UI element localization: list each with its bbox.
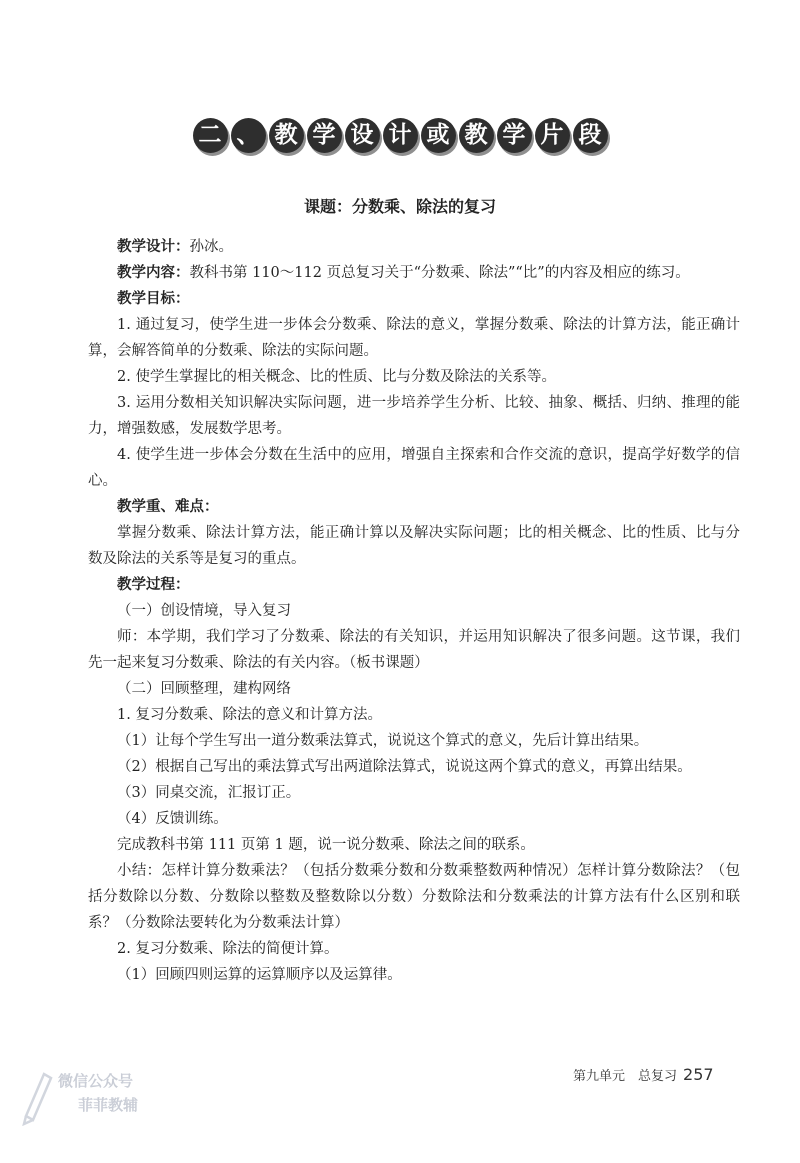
key-points-text: 掌握分数乘、除法计算方法，能正确计算以及解决实际问题；比的相关概念、比的性质、比与分数及除法的关系等是复习的重点。 bbox=[88, 525, 740, 567]
banner-char: 教 bbox=[269, 118, 304, 153]
watermark-pen-icon bbox=[20, 1066, 54, 1126]
process-line: （1）让每个学生写出一道分数乘法算式，说说这个算式的意义，先后计算出结果。 bbox=[117, 733, 649, 749]
content-label: 教学内容： bbox=[117, 265, 190, 281]
banner-char: 计 bbox=[383, 118, 418, 153]
content-line bbox=[88, 260, 740, 286]
process-heading: 教学过程： bbox=[117, 577, 190, 593]
banner-char: 片 bbox=[535, 118, 570, 153]
watermark bbox=[20, 1066, 200, 1130]
lesson-title: 课题：分数乘、除法的复习 bbox=[303, 197, 496, 216]
designer-value: 孙冰。 bbox=[189, 239, 233, 255]
banner-char: 段 bbox=[573, 118, 608, 153]
banner-char: 或 bbox=[421, 118, 456, 153]
goals-heading: 教学目标： bbox=[117, 291, 190, 307]
process-line: 小结：怎样计算分数乘法？（包括分数乘分数和分数乘整数两种情况）怎样计算分数除法？（包括分数除以分数、分数除以整数及整数除以分数）分数除法和分数乘法的计算方法有什么区别和联系？（分数除法要转化为分数乘法计算） bbox=[88, 863, 740, 931]
lesson-content bbox=[88, 234, 740, 988]
process-line: （一）创设情境，导入复习 bbox=[117, 603, 291, 619]
banner-char: 学 bbox=[307, 118, 342, 153]
process-line: （4）反馈训练。 bbox=[117, 811, 228, 827]
watermark-line2: 菲菲教辅 bbox=[78, 1096, 139, 1114]
banner-char: 设 bbox=[345, 118, 380, 153]
footer-section: 第九单元 总复习 bbox=[573, 1069, 678, 1084]
key-points-heading: 教学重、难点： bbox=[117, 499, 219, 515]
process-line: （2）根据自己写出的乘法算式写出两道除法算式，说说这两个算式的意义，再算出结果。 bbox=[117, 759, 692, 775]
banner-char: 教 bbox=[459, 118, 494, 153]
process-line: 完成教科书第 111 页第 1 题，说一说分数乘、除法之间的联系。 bbox=[117, 837, 535, 853]
page-number: 257 bbox=[683, 1065, 714, 1084]
process-line: （3）同桌交流，汇报订正。 bbox=[117, 785, 301, 801]
process-line: 2. 复习分数乘、除法的简便计算。 bbox=[117, 941, 339, 957]
banner-char: 二 bbox=[193, 118, 228, 153]
designer-line bbox=[88, 234, 740, 260]
watermark-line1: 微信公众号 bbox=[58, 1072, 134, 1090]
process-line: （二）回顾整理，建构网络 bbox=[117, 681, 291, 697]
banner-char: 学 bbox=[497, 118, 532, 153]
goal-item: 3. 运用分数相关知识解决实际问题，进一步培养学生分析、比较、抽象、概括、归纳、推理的能力，增强数感，发展数学思考。 bbox=[88, 395, 740, 437]
designer-label: 教学设计： bbox=[117, 239, 190, 255]
content-value: 教科书第 110～112 页总复习关于“分数乘、除法”“比”的内容及相应的练习。 bbox=[189, 265, 690, 281]
goal-item: 1. 通过复习，使学生进一步体会分数乘、除法的意义，掌握分数乘、除法的计算方法，能正确计算，会解答简单的分数乘、除法的实际问题。 bbox=[88, 317, 740, 359]
goal-item: 4. 使学生进一步体会分数在生活中的应用，增强自主探索和合作交流的意识，提高学好数学的信心。 bbox=[88, 447, 740, 489]
process-line: （1）回顾四则运算的运算顺序以及运算律。 bbox=[117, 967, 402, 983]
banner-char: 、 bbox=[231, 118, 266, 153]
process-line: 1. 复习分数乘、除法的意义和计算方法。 bbox=[117, 707, 382, 723]
page-footer bbox=[573, 1065, 714, 1084]
goal-item: 2. 使学生掌握比的相关概念、比的性质、比与分数及除法的关系等。 bbox=[117, 369, 556, 385]
section-banner bbox=[0, 118, 800, 153]
process-line: 师：本学期，我们学习了分数乘、除法的有关知识，并运用知识解决了很多问题。这节课，我们先一起来复习分数乘、除法的有关内容。（板书课题） bbox=[88, 629, 740, 671]
